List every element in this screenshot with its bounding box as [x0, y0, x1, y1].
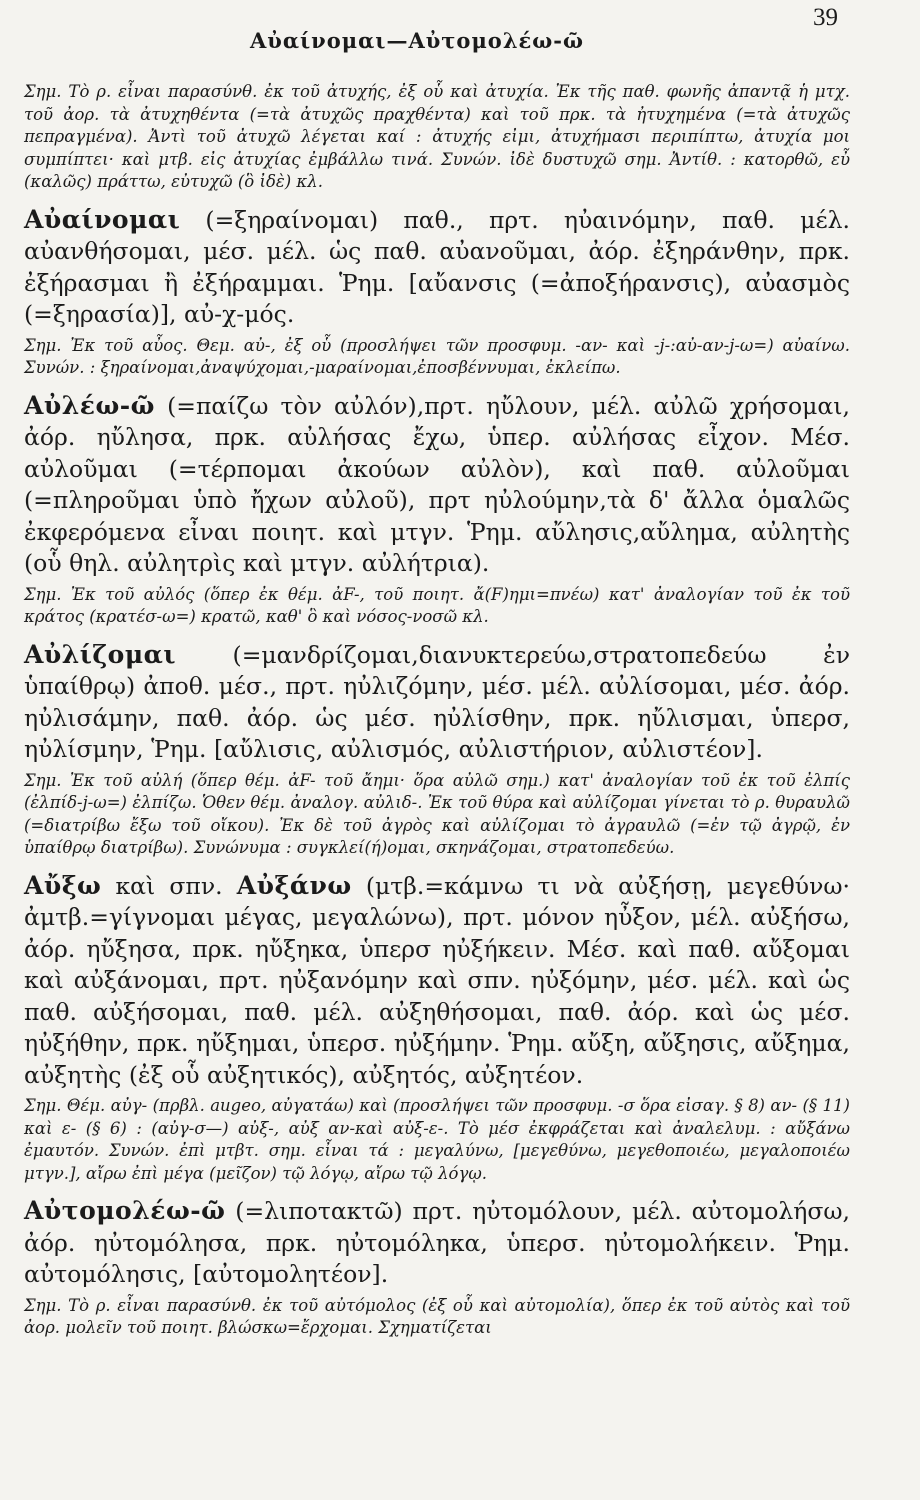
- entry-body: [24, 204, 850, 331]
- entry-text: καὶ σπν.: [101, 871, 237, 900]
- headword: Αὔξω: [24, 870, 102, 900]
- entry-continuation: [24, 81, 850, 194]
- entry-auainomai: [24, 204, 850, 380]
- headword: Αὐαίνομαι: [24, 204, 181, 234]
- running-head: Αὐαίνομαι—Αὐτομολέω-ῶ: [249, 28, 585, 53]
- entry-text: (=παίζω τὸν αὐλόν),πρτ. ηὔλουν, μέλ. αὐλῶ χρήσομαι, ἀόρ. ηὔλησα, πρκ. αὐλήσας ἔχω, ὑπερ. αὐλήσας εἶχον. Μέσ. αὐλοῦμαι (=τέρπομαι ἀκούων αὐλὸν), καὶ παθ. αὐλοῦμαι (=πληροῦμαι ὑπὸ ἤχων αὐλοῦ), πρτ ηὐλούμην,τὰ δ' ἄλλα ὁμαλῶς ἐκφερόμενα εἶναι ποιητ. καὶ μτγν. Ῥημ. αὔλησις,αὔλημα, αὐλητὴς (οὗ θηλ. αὐλητρὶς καὶ μτγν. αὐλήτρια).: [24, 391, 850, 577]
- entry-text: (=λιποτακτῶ) πρτ. ηὐτομόλουν, μέλ. αὐτομολήσω, ἀόρ. ηὐτομόλησα, πρκ. ηὐτομόληκα, ὑπερσ. ηὐτομολήκειν. Ῥημ. αὐτομόλησις, [αὐτομολητέον].: [24, 1197, 850, 1288]
- entry-body: [24, 390, 850, 580]
- entry-auleo: [24, 390, 850, 629]
- entry-note: Σημ. Ἐκ τοῦ αὐλός (ὅπερ ἐκ θέμ. ἀF-, τοῦ ποιητ. ἄ(F)ημι=πνέω) κατ' ἀναλογίαν τοῦ ἐκ τοῦ κράτος (κρατέσ-ω=) κρατῶ, καθ' ὃ καὶ νόσος-νοσῶ κλ.: [24, 584, 850, 626]
- headword: Αὐτομολέω-ῶ: [24, 1196, 226, 1225]
- entry-body: [24, 1195, 850, 1291]
- entry-text: (=μανδρίζομαι,διανυκτερεύω,στρατοπεδεύω ἐν ὑπαίθρῳ) ἀποθ. μέσ., πρτ. ηὐλιζόμην, μέσ. μέλ. αὐλίσομαι, μέσ. ἀόρ. ηὐλισάμην, παθ. ἀόρ. ὡς μέσ. ηὐλίσθην, πρκ. ηὔλισμαι, ὑπερσ, ηὐλίσμην, Ῥημ. [αὔλισις, αὐλισμός, αὐλιστήριον, αὐλιστέον].: [24, 640, 850, 763]
- entry-auxo: [24, 870, 850, 1186]
- entry-text: (=ξηραίνομαι) παθ., πρτ. ηὐαινόμην, παθ. μέλ. αὐανθήσομαι, μέσ. μέλ. ὡς παθ. αὐανοῦμαι, ἀόρ. ἐξηράνθην, πρκ. ἐξήρασμαι ἢ ἐξήραμμαι. Ῥημ. [αὔανσις (=ἀποξήρανσις), αὐασμὸς (=ξηρασία)], αὐ-χ-μός.: [24, 205, 850, 328]
- headword: Αὐλίζομαι: [24, 639, 176, 669]
- headword-secondary: Αὐξάνω: [236, 870, 352, 900]
- entry-note: Σημ. Τὸ ρ. εἶναι παρασύνθ. ἐκ τοῦ αὐτόμολος (ἐξ οὗ καὶ αὐτομολία), ὅπερ ἐκ τοῦ αὐτὸς καὶ τοῦ ἀορ. μολεῖν τοῦ ποιητ. βλώσκω=ἔρχομαι. Σχηματίζεται: [24, 1295, 850, 1337]
- headword: Αὐλέω-ῶ: [24, 390, 155, 420]
- entry-aulizomai: [24, 639, 850, 860]
- entry-note: Σημ. Τὸ ρ. εἶναι παρασύνθ. ἐκ τοῦ ἀτυχής, ἐξ οὗ καὶ ἀτυχία. Ἐκ τῆς παθ. φωνῆς ἀπαντᾷ ἡ μτχ. τοῦ ἀορ. τὰ ἀτυχηθέντα (=τὰ ἀτυχῶς πραχθέντα) καὶ τοῦ πρκ. τὰ ἠτυχημένα (=τὰ ἀτυχῶς πεπραγμένα). Ἀντὶ τοῦ ἀτυχῶ λέγεται καί : ἀτυχής εἰμι, ἀτυχήμασι περιπίπτω, ἀτυχία μοι συμπίπτει· καὶ μτβ. εἰς ἀτυχίας ἐμβάλλω τινά. Συνών. ἰδὲ δυστυχῶ σημ. Ἀντίθ. : κατορθῶ, εὖ (καλῶς) πράττω, εὐτυχῶ (ὃ ἰδὲ) κλ.: [24, 82, 850, 191]
- entry-automoleo: [24, 1195, 850, 1340]
- entry-note: Σημ. Ἐκ τοῦ αὖος. Θεμ. αὐ-, ἐξ οὗ (προσλήψει τῶν προσφυμ. -αν- καὶ -j-:αὐ-αν-j-ω=) αὐαίνω. Συνών. : ξηραίνομαι,ἀναψύχομαι,-μαραίνομαι,ἐποσβέννυμαι, ἐκλείπω.: [24, 335, 850, 377]
- entry-note: Σημ. Ἐκ τοῦ αὐλή (ὅπερ θέμ. ἀF- τοῦ ἄημι· ὅρα αὐλῶ σημ.) κατ' ἀναλογίαν τοῦ ἐκ τοῦ ἐλπίς (ἐλπίδ-j-ω=) ἐλπίζω. Ὁθεν θέμ. ἀναλογ. αὐλιδ-. Ἐκ τοῦ θύρα καὶ αὐλίζομαι γίνεται τὸ ρ. θυραυλῶ (=διατρίβω ἔξω τοῦ οἴκου). Ἐκ δὲ τοῦ ἀγρὸς καὶ αὐλίζομαι τὸ ἀγραυλῶ (=ἐν τῷ ἀγρῷ, ἐν ὑπαίθρῳ διατρίβω). Συνώνυμα : συγκλεί(ή)ομαι, σκηνάζομαι, στρατοπεδεύω.: [24, 770, 850, 857]
- entry-body: [24, 639, 850, 766]
- entry-note: Σημ. Θέμ. αὐγ- (πρβλ. augeo, αὐγατάω) καὶ (προσλήψει τῶν προσφυμ. -σ ὅρα εἰσαγ. § 8) αν- (§ 11) καὶ ε- (§ 6) : (αὐγ-σ—) αὐξ-, αὐξ αν-καὶ αὐξ-ε-. Τὸ μέσ ἐκφράζεται καὶ ἀναλελυμ. : αὔξάνω ἐμαυτόν. Συνών. ἐπὶ μτβτ. σημ. εἶναι τά : μεγαλύνω, [μεγεθύνω, μεγεθοποιέω, μεγαλοποιέω μτγν.], αἴρω ἐπὶ μέγα (μεῖζον) τῷ λόγῳ, αἴρω τῷ λόγῳ.: [24, 1096, 850, 1183]
- entry-text-continued: (μτβ.=κάμνω τι νὰ αὐξήσῃ, μεγεθύνω· ἀμτβ.=γίγνομαι μέγας, μεγαλώνω), πρτ. μόνον ηὖξον, μέλ. αὐξήσω, ἀόρ. ηὔξησα, πρκ. ηὔξηκα, ὑπερσ ηὐξήκειν. Μέσ. καὶ παθ. αὔξομαι καὶ αὐξάνομαι, πρτ. ηὐξανόμην καὶ σπν. ηὐξόμην, μέσ. μέλ. καὶ ὡς παθ. αὐξήσομαι, παθ. μέλ. αὐξηθήσομαι, παθ. ἀόρ. καὶ ὡς μέσ. ηὐξήθην, πρκ. ηὔξημαι, ὑπερσ. ηὐξήμην. Ῥημ. αὔξη, αὔξησις, αὔξημα, αὐξητὴς (ἐξ οὗ αὐξητικός), αὐξητός, αὐξητέον.: [24, 871, 850, 1089]
- page-number: 39: [813, 4, 838, 31]
- entry-body: [24, 870, 850, 1092]
